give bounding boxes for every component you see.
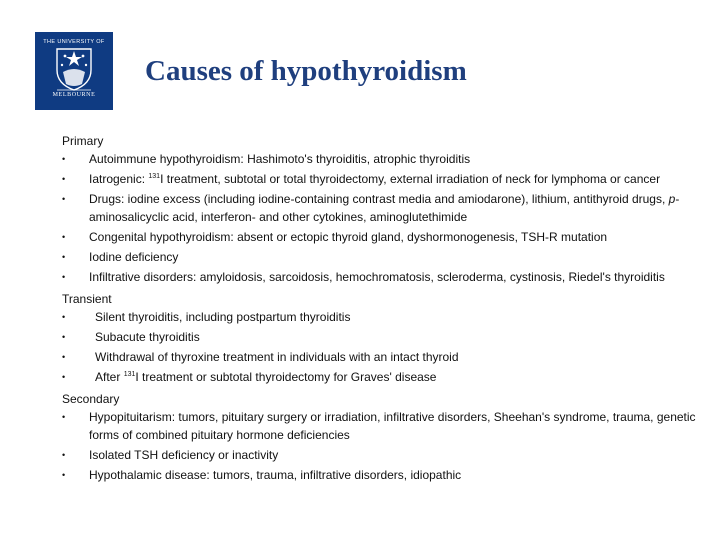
bullet: • bbox=[62, 412, 66, 422]
secondary-heading: Secondary bbox=[62, 392, 120, 406]
bullet: • bbox=[62, 232, 66, 242]
list-item: • Infiltrative disorders: amyloidosis, sarcoidosis, hemochromatosis, scleroderma, cystinosis, Riedel's thyroiditis bbox=[62, 270, 665, 284]
bullet: • bbox=[62, 252, 66, 262]
list-item: • Autoimmune hypothyroidism: Hashimoto's thyroiditis, atrophic thyroiditis bbox=[62, 152, 471, 166]
list-item: • Silent thyroiditis, including postpartum thyroiditis bbox=[62, 310, 351, 324]
bullet: • bbox=[62, 194, 66, 204]
list-item: • Subacute thyroiditis bbox=[62, 330, 200, 344]
list-item: • Congenital hypothyroidism: absent or ectopic thyroid gland, dyshormonogenesis, TSH-R mutation bbox=[62, 230, 608, 244]
bullet: • bbox=[62, 470, 66, 480]
bullet: • bbox=[62, 332, 66, 342]
page-title: Causes of hypothyroidism bbox=[145, 55, 467, 87]
list-item: • Iatrogenic: $^{131}$I treatment, subtotal or total thyroidectomy, external irradiation of neck for lymphoma or cancer bbox=[62, 172, 661, 186]
logo-text-top: THE UNIVERSITY OF bbox=[43, 39, 105, 45]
bullet: • bbox=[62, 174, 66, 184]
bullet: • bbox=[62, 450, 66, 460]
list-item: • Isolated TSH deficiency or inactivity bbox=[62, 448, 279, 462]
university-logo bbox=[35, 32, 113, 110]
bullet: • bbox=[62, 352, 66, 362]
primary-list bbox=[62, 150, 702, 286]
content-body bbox=[62, 132, 702, 488]
list-item: • Withdrawal of thyroxine treatment in individuals with an intact thyroid bbox=[62, 350, 459, 364]
list-item: • Hypopituitarism: tumors, pituitary surgery or irradiation, infiltrative disorders, Sheehan's syndrome, trauma, genetic forms of combined pituitary hormone deficiencies bbox=[62, 410, 696, 442]
bullet: • bbox=[62, 312, 66, 322]
list-item: • Iodine deficiency bbox=[62, 250, 179, 264]
secondary-list bbox=[62, 408, 702, 484]
bullet: • bbox=[62, 154, 66, 164]
logo-text-bottom: MELBOURNE bbox=[52, 92, 96, 98]
list-item: • Hypothalamic disease: tumors, trauma, infiltrative disorders, idiopathic bbox=[62, 468, 462, 482]
bullet: • bbox=[62, 272, 66, 282]
transient-list bbox=[62, 308, 702, 386]
primary-heading: Primary bbox=[62, 134, 104, 148]
list-item: • After $^{131}$I treatment or subtotal thyroidectomy for Graves' disease bbox=[62, 370, 437, 384]
list-item: • Drugs: iodine excess (including iodine-containing contrast media and amiodarone), lithium, antithyroid drugs, p-aminosalicyclic acid, interferon- and other cytokines, aminoglutethimide bbox=[62, 192, 680, 224]
bullet: • bbox=[62, 372, 66, 382]
transient-heading: Transient bbox=[62, 292, 112, 306]
